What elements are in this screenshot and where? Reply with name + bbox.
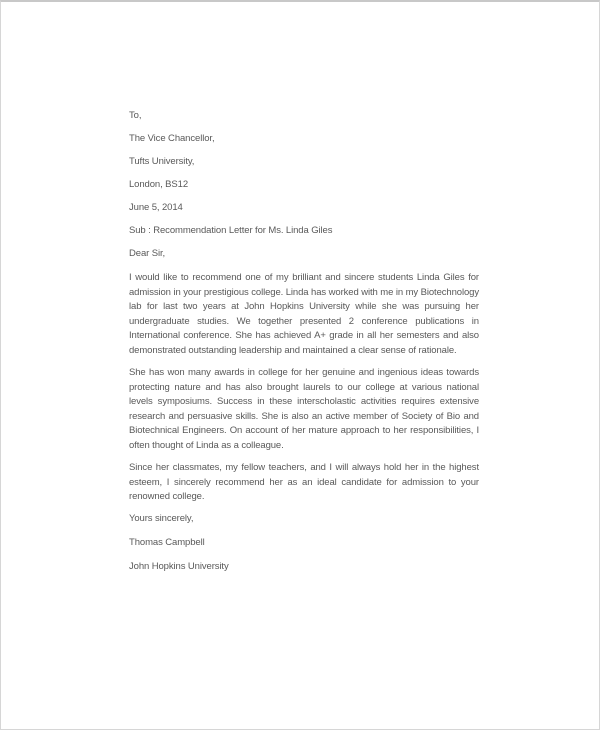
signature-organization: John Hopkins University (129, 560, 229, 572)
recipient-line-name: The Vice Chancellor, (129, 133, 215, 144)
letter-paragraph-3: Since her classmates, my fellow teachers, and I will always hold her in the highest esteem, I sincerely recommend her as an ideal candidate for admission to your renowned college. (129, 462, 479, 502)
closing-valediction: Yours sincerely, (129, 512, 194, 524)
subject-line: Sub : Recommendation Letter for Ms. Linda Giles (129, 225, 333, 236)
signature-name: Thomas Campbell (129, 536, 205, 548)
letter-paragraph-1: I would like to recommend one of my brilliant and sincere students Linda Giles for admission in your prestigious college. Linda has worked with me in my Biotechnology lab for last two years at John Hopkins University while she was pursuing her undergraduate studies. We together presented 2 conference publications in International conference. She has achieved A+ grade in all her semesters and also demonstrated outstanding leadership and maintained a clear sense of rationale. (129, 272, 479, 356)
recipient-line-university: Tufts University, (129, 156, 195, 167)
recipient-line-to: To, (129, 110, 142, 121)
letter-paragraph-2: She has won many awards in college for her genuine and ingenious ideas towards protecting nature and has also brought laurels to our college at various national levels symposiums. Success in these interscholastic activities requires extensive research and persuasive skills. She is also an active member of Society of Bio and Biotechnical Engineers. On account of her mature approach to her responsibilities, I often thought of Linda as a colleague. (129, 367, 479, 451)
letter-date: June 5, 2014 (129, 202, 183, 213)
salutation: Dear Sir, (129, 248, 166, 259)
letter-body (129, 110, 479, 585)
recipient-line-address: London, BS12 (129, 179, 189, 190)
